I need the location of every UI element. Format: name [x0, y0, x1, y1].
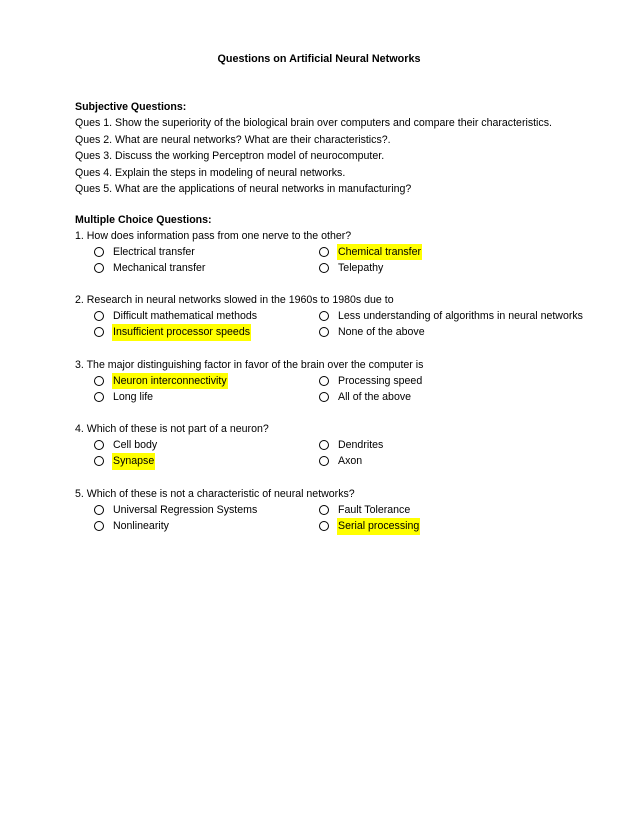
option-label: Fault Tolerance	[338, 504, 411, 517]
page-title: Questions on Artificial Neural Networks	[217, 53, 421, 65]
radio-button-icon[interactable]	[319, 456, 329, 466]
option-label: None of the above	[338, 326, 425, 339]
option-label: Insufficient processor speeds	[112, 324, 251, 340]
option-label: Neuron interconnectivity	[112, 373, 228, 389]
option-label: Mechanical transfer	[113, 262, 206, 275]
radio-button-icon[interactable]	[319, 440, 329, 450]
option-label: Chemical transfer	[337, 244, 422, 260]
option[interactable]	[319, 373, 423, 389]
mcq-question	[75, 421, 615, 470]
radio-button-icon[interactable]	[94, 392, 104, 402]
subjective-question: Ques 4. Explain the steps in modeling of neural networks.	[75, 166, 346, 179]
option[interactable]	[94, 324, 251, 340]
option-label: Telepathy	[338, 262, 384, 275]
option-label: Less understanding of algorithms in neural networks	[338, 310, 583, 323]
mcq-question	[75, 228, 615, 277]
subjective-question: Ques 3. Discuss the working Perceptron model of neurocomputer.	[75, 150, 385, 162]
option-group	[75, 373, 615, 406]
option-label: Long life	[113, 391, 154, 404]
option-label: Serial processing	[337, 518, 420, 534]
option[interactable]	[94, 308, 258, 324]
radio-button-icon[interactable]	[319, 392, 329, 402]
radio-button-icon[interactable]	[319, 263, 329, 273]
option[interactable]	[94, 260, 206, 276]
mcq-heading: Multiple Choice Questions:	[75, 214, 212, 226]
question-text: 5. Which of these is not a characteristic of neural networks?	[75, 488, 355, 500]
radio-button-icon[interactable]	[94, 247, 104, 257]
radio-button-icon[interactable]	[319, 311, 329, 321]
radio-button-icon[interactable]	[319, 327, 329, 337]
radio-button-icon[interactable]	[319, 376, 329, 386]
radio-button-icon[interactable]	[319, 505, 329, 515]
radio-button-icon[interactable]	[94, 456, 104, 466]
option-group	[75, 308, 615, 341]
mcq-question	[75, 486, 615, 535]
subjective-question: Ques 5. What are the applications of neural networks in manufacturing?	[75, 183, 412, 195]
radio-button-icon[interactable]	[319, 521, 329, 531]
option-label: Cell body	[113, 439, 158, 452]
mcq-question	[75, 357, 615, 406]
radio-button-icon[interactable]	[94, 376, 104, 386]
question-text: 3. The major distinguishing factor in favor of the brain over the computer is	[75, 359, 424, 371]
option-group	[75, 437, 615, 470]
option[interactable]	[319, 244, 422, 260]
option-label: Axon	[338, 455, 363, 468]
option[interactable]	[319, 502, 411, 518]
subjective-section	[75, 99, 615, 198]
subjective-question: Ques 2. What are neural networks? What are their characteristics?.	[75, 133, 391, 146]
option[interactable]	[319, 389, 412, 405]
radio-button-icon[interactable]	[319, 247, 329, 257]
option[interactable]	[319, 260, 384, 276]
option-label: All of the above	[338, 391, 412, 404]
subjective-question: Ques 1. Show the superiority of the biological brain over computers and compare their characteristics.	[75, 117, 552, 129]
option-label: Processing speed	[338, 375, 423, 388]
question-text: 1. How does information pass from one nerve to the other?	[75, 230, 352, 242]
radio-button-icon[interactable]	[94, 505, 104, 515]
option-label: Dendrites	[338, 439, 384, 452]
option[interactable]	[94, 389, 154, 405]
option-group	[75, 502, 615, 535]
option[interactable]	[94, 453, 155, 469]
radio-button-icon[interactable]	[94, 327, 104, 337]
mcq-section	[75, 212, 615, 277]
option-label: Electrical transfer	[113, 246, 195, 259]
radio-button-icon[interactable]	[94, 440, 104, 450]
option[interactable]	[319, 308, 584, 324]
option[interactable]	[94, 437, 158, 453]
subjective-heading: Subjective Questions:	[75, 101, 187, 113]
option[interactable]	[319, 518, 420, 534]
option-label: Synapse	[112, 453, 155, 469]
option-group	[75, 244, 615, 277]
question-text: 4. Which of these is not part of a neuron?	[75, 423, 269, 435]
option[interactable]	[319, 453, 363, 469]
option[interactable]	[319, 437, 384, 453]
option[interactable]	[319, 324, 426, 340]
mcq-question	[75, 292, 615, 341]
option[interactable]	[94, 373, 228, 389]
question-text: 2. Research in neural networks slowed in the 1960s to 1980s due to	[75, 294, 394, 306]
option[interactable]	[94, 244, 196, 260]
radio-button-icon[interactable]	[94, 521, 104, 531]
option-label: Nonlinearity	[113, 520, 169, 533]
option[interactable]	[94, 518, 170, 534]
radio-button-icon[interactable]	[94, 311, 104, 321]
option-label: Universal Regression Systems	[113, 504, 258, 517]
option[interactable]	[94, 502, 258, 518]
option-label: Difficult mathematical methods	[113, 310, 258, 323]
radio-button-icon[interactable]	[94, 263, 104, 273]
